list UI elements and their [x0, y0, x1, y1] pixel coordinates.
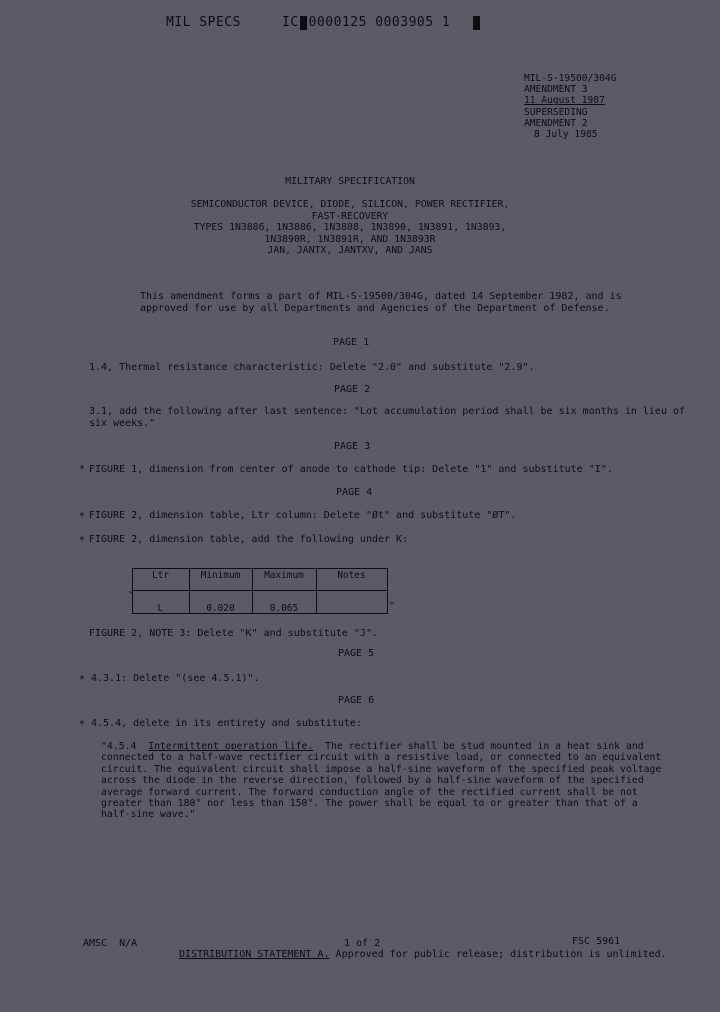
figure-2-change-a: FIGURE 2, dimension table, Ltr column: Delete "Øt" and substitute "ØT".	[89, 510, 517, 521]
section-1-4: 1.4, Thermal resistance characteristic: Delete "2.0" and substitute "2.9".	[89, 362, 535, 373]
quote-line-4: across the diode in the reverse direction, followed by a half-sine waveform of the specified	[101, 775, 644, 787]
quote-mark-open: "	[128, 590, 135, 601]
change-mark: *	[79, 511, 86, 522]
change-mark: *	[79, 535, 86, 546]
table-header-minimum: Minimum	[200, 570, 241, 581]
page-heading-2: PAGE 2	[334, 384, 371, 395]
intro-line-1: This amendment forms a part of MIL-S-19500/304G, dated 14 September 1982, and is	[140, 291, 622, 302]
section-3-1-line-2: six weeks."	[89, 417, 156, 429]
distribution-label: DISTRIBUTION STATEMENT A.	[179, 949, 330, 960]
quote-line-3: circuit. The equivalent circuit shall impose a half-sine waveform of the specified peak voltage	[101, 763, 662, 775]
table-header-maximum: Maximum	[264, 570, 304, 581]
header-code-prefix: IC	[282, 15, 299, 30]
intro-paragraph	[140, 291, 622, 315]
section-3-1	[89, 406, 685, 430]
page-heading-5: PAGE 5	[338, 648, 375, 659]
header-code-main: 0000125 0003905 1	[308, 15, 451, 30]
page-count: 1 of 2	[344, 938, 381, 949]
page-heading-6: PAGE 6	[338, 695, 375, 706]
subject-line-2: FAST-RECOVERY	[311, 210, 389, 222]
figure-2-change-b: FIGURE 2, dimension table, add the following under K:	[89, 534, 409, 545]
distribution-text: Approved for public release; distribution is unlimited.	[335, 949, 667, 960]
quote-mark-close: "	[389, 601, 396, 612]
fsc-code: FSC 5961	[572, 936, 621, 947]
redaction-block	[473, 16, 480, 30]
amendment-date: 11 August 1987	[524, 95, 605, 107]
page-heading-4: PAGE 4	[336, 487, 373, 498]
quote-line-6: greater than 180° nor less than 150°. The power shall be equal to or greater than that of a	[101, 798, 638, 810]
change-mark: *	[79, 719, 86, 730]
spec-title: MILITARY SPECIFICATION	[285, 176, 415, 187]
amendment-number: AMENDMENT 3	[524, 84, 588, 96]
quote-section-number: "4.5.4	[101, 741, 137, 752]
header-left-label: MIL SPECS	[166, 15, 241, 30]
section-4-3-1: 4.3.1: Delete "(see 4.5.1)".	[91, 673, 260, 684]
previous-date: 8 July 1985	[534, 129, 598, 141]
quote-line-5: average forward current. The forward conduction angle of the rectified current shall be not	[101, 786, 638, 798]
header-code	[282, 15, 450, 30]
dimension-table	[132, 568, 388, 614]
subject-line-4: 1N3890R, 1N3891R, AND 1N3893R	[264, 233, 436, 245]
section-4-5-4: 4.5.4, delete in its entirety and substitute:	[91, 718, 362, 729]
subject-line-1: SEMICONDUCTOR DEVICE, DIODE, SILICON, POWER RECTIFIER,	[190, 199, 510, 210]
distribution-statement	[179, 949, 667, 961]
subject-line-5: JAN, JANTX, JANTXV, AND JANS	[267, 245, 433, 257]
change-mark: *	[79, 464, 86, 475]
intro-line-2: approved for use by all Departments and Agencies of the Department of Defense.	[140, 302, 610, 314]
subject-line-3: TYPES 1N3886, 1N3886, 1N3888, 1N3890, 1N3891, 1N3893,	[193, 222, 507, 234]
subject-block	[0, 199, 700, 257]
superseding-label: SUPERSEDING	[524, 106, 588, 118]
quote-section-title: Intermittent operation life.	[148, 741, 314, 752]
doc-number: MIL-S-19500/304G	[524, 73, 617, 84]
quote-line-1: The rectifier shall be stud mounted in a heat sink and	[325, 741, 644, 752]
document-identifier-block	[524, 73, 616, 140]
quote-line-2: connected to a half-wave rectifier circuit with a resistive load, or connected to an equivalent	[101, 752, 662, 764]
quote-line-7: half-sine wave."	[101, 809, 196, 821]
section-3-1-line-1: 3.1, add the following after last sentence: "Lot accumulation period shall be six months in lieu of	[89, 406, 686, 417]
figure-2-note-change: FIGURE 2, NOTE 3: Delete "K" and substitute "J".	[89, 628, 378, 639]
substitute-paragraph	[101, 741, 661, 821]
previous-amendment: AMENDMENT 2	[524, 117, 588, 129]
change-mark: *	[79, 674, 86, 685]
title-block	[0, 176, 700, 188]
page-heading-1: PAGE 1	[333, 337, 370, 348]
redaction-block	[300, 16, 307, 30]
amsc-label: AMSC N/A	[83, 938, 138, 949]
table-cell-ltr: L	[157, 603, 164, 614]
figure-1-change: FIGURE 1, dimension from center of anode to cathode tip: Delete "1" and substitute "I".	[89, 464, 613, 475]
table-cell-minimum: 0.020	[206, 603, 235, 614]
table-header-notes: Notes	[337, 570, 366, 581]
table-cell-maximum: 0.065	[269, 603, 299, 614]
page-heading-3: PAGE 3	[334, 441, 371, 452]
table-header-ltr: Ltr	[152, 570, 169, 581]
